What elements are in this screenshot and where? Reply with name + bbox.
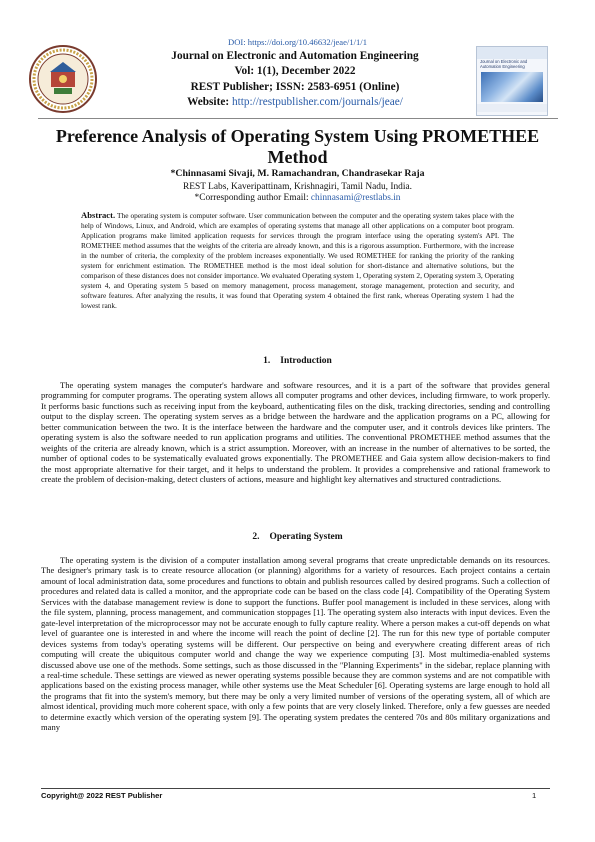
corresponding-author [40, 193, 555, 203]
journal-header [120, 49, 470, 110]
paper-affiliation: REST Labs, Kaveripattinam, Krishnagiri, Tamil Nadu, India. [183, 182, 412, 192]
cover-title: Journal on Electronic and Automation Engineering [480, 59, 528, 69]
corresponding-email-link[interactable]: chinnasami@restlabs.in [310, 193, 401, 203]
footer-divider [41, 788, 550, 789]
abstract-label: Abstract. [81, 210, 116, 220]
paper-authors: *Chinnasami Sivaji, M. Ramachandran, Chandrasekar Raja [170, 168, 425, 179]
abstract-text: The operating system is computer software. User communication between the computer and the operating system takes place with the help of Windows, Linux, and Android, which are examples of operating systems that manage all other applications on a computer boot program. Application programs make limited application requests for services through the program interface using the operating system's API. The ROMETHEE method assumes that the weights of the criteria are already known, and this is a rigorous assumption. Furthermore, with the increase in the number of criteria, the complexity of the problem increases exponentially. We used ROMETHEE for ranking the priority of the ranking system for enrichment estimation. The ROMETHEE method is the most ideal solution for short-distance and alternative solutions, but the comparison of these distances does not consider importance. We evaluated Operating system 1, Operating system 2, Operating system 3, Operating system 4, and Operating system 5 based on memory management, process management, storage management, protection and security, and software features. After analyzing the results, it was found that Operating system 4 obtained the first rank, whereas Operating system 1 had the lowest rank. [81, 211, 514, 311]
abstract-block [81, 210, 514, 311]
website-label: Website: [187, 95, 230, 108]
section-number: 2. [252, 532, 260, 542]
page-number: 1 [532, 791, 537, 800]
website-link[interactable]: http://restpublisher.com/journals/jeae/ [231, 95, 403, 108]
section-body-operating-system: The operating system is the division of a computer installation among several programs that create unpredictable demands on its resources. The designer's primary task is to create resource allocation (or planning) algorithms for a variety of resources. Each project contains a certain amount of local administration data, some procedures and functions to obtain and publish resources called by desired programs. Such a collection of procedures and related data is called a monitor, and the appropriate code can be based on the class code [4]. Compatibility of the Operating System Services with the database management review is done to support the functions. Buffer pool management is included in these services, along with the file system, planning, process management, and communication stoppages [1]. The operating system also interacts with input devices. Even the gate-level interpretation of the microprocessor may not be accurate enough to fully capture reality. Where a person makes a cut-off depends on what level of guarantee one is interested in and where the income will reach the point of decline [2]. The run for this new type of portable computer devices systems from today's operating systems will be different. Our perspective on being and everywhere creating different areas of rich computing will create the ubiquitous computer world and change the way we experience computing [3]. Most multimedia-enabled systems discussed above use one of the methods. Some settings, such as those discussed in the "Planning Experiments" in the sidebar, replace planning with a real-time schedule. These settings are viewed as newer operating systems possible because they are common systems and are not compatible with applications based on the existing process manager, while other systems use the Meat Scheduler [6]. Operating systems are large enough to hold all the programs that fit into the system's memory, but there may be only a very limited number of versions of the operating system, all of which are almost identical, providing much more coherent space, with only a few points that are very closely linked. Therefore, only a few guesses are needed to determine exactly which version of the operating system [9]. The operating system predates the centered 70s and 80s military organizations and many [41, 555, 550, 733]
journal-publisher: REST Publisher; ISSN: 2583-6951 (Online) [190, 80, 400, 93]
section-heading-introduction [0, 356, 595, 366]
cover-image [481, 72, 543, 102]
section-number: 1. [263, 356, 271, 366]
paper-title: Preference Analysis of Operating System Using PROMETHEE Method [55, 126, 540, 167]
journal-website [120, 95, 470, 110]
footer-copyright: Copyright@ 2022 REST Publisher [41, 791, 163, 800]
section-title: Operating System [269, 532, 343, 542]
section-heading-operating-system [0, 532, 595, 542]
section-body-introduction: The operating system manages the computer's hardware and software resources, and it is a part of the software that provides general programming for computer programs. The operating system allows all computer programs and other devices, including firmware, to work properly. It performs basic functions such as receiving input from the keyboard, authenticating files on the disk, tracking directories, sending and controlling output to the display screen. The operating system serves as a bridge between the hardware and the application programs on a PC, allowing for better communication between the two. It is the interface between the hardware and the computer user, and it controls devices like printers. The operating system is also the software needed to run application programs and utilities. The conventional PROMETHEE method assumes that the weights of the criteria are already known, which is a strict assumption. Moreover, with an increase in the number of alternatives to be sorted, the number of optional codes to be systematically evaluated grows exponentially. The PROMETHEE and Gaia system allow decision-makers to find the most appropriate alternative for their target, and it helps to understand the problem. It provides a comprehensive and rational framework to create the problem of decision-making, detect clusters of actions, measure and highlight key alternatives and structured contradictions. [41, 380, 550, 485]
journal-volume: Vol: 1(1), December 2022 [234, 65, 356, 78]
doi-line[interactable]: DOI: https://doi.org/10.46632/jeae/1/1/1 [227, 37, 367, 47]
section-title: Introduction [280, 356, 332, 366]
journal-cover-thumbnail [476, 46, 548, 116]
journal-name: Journal on Electronic and Automation Engineering [171, 50, 419, 62]
institution-seal-logo [28, 44, 98, 114]
corresponding-label: *Corresponding author Email: [194, 193, 309, 203]
header-divider [38, 118, 558, 119]
